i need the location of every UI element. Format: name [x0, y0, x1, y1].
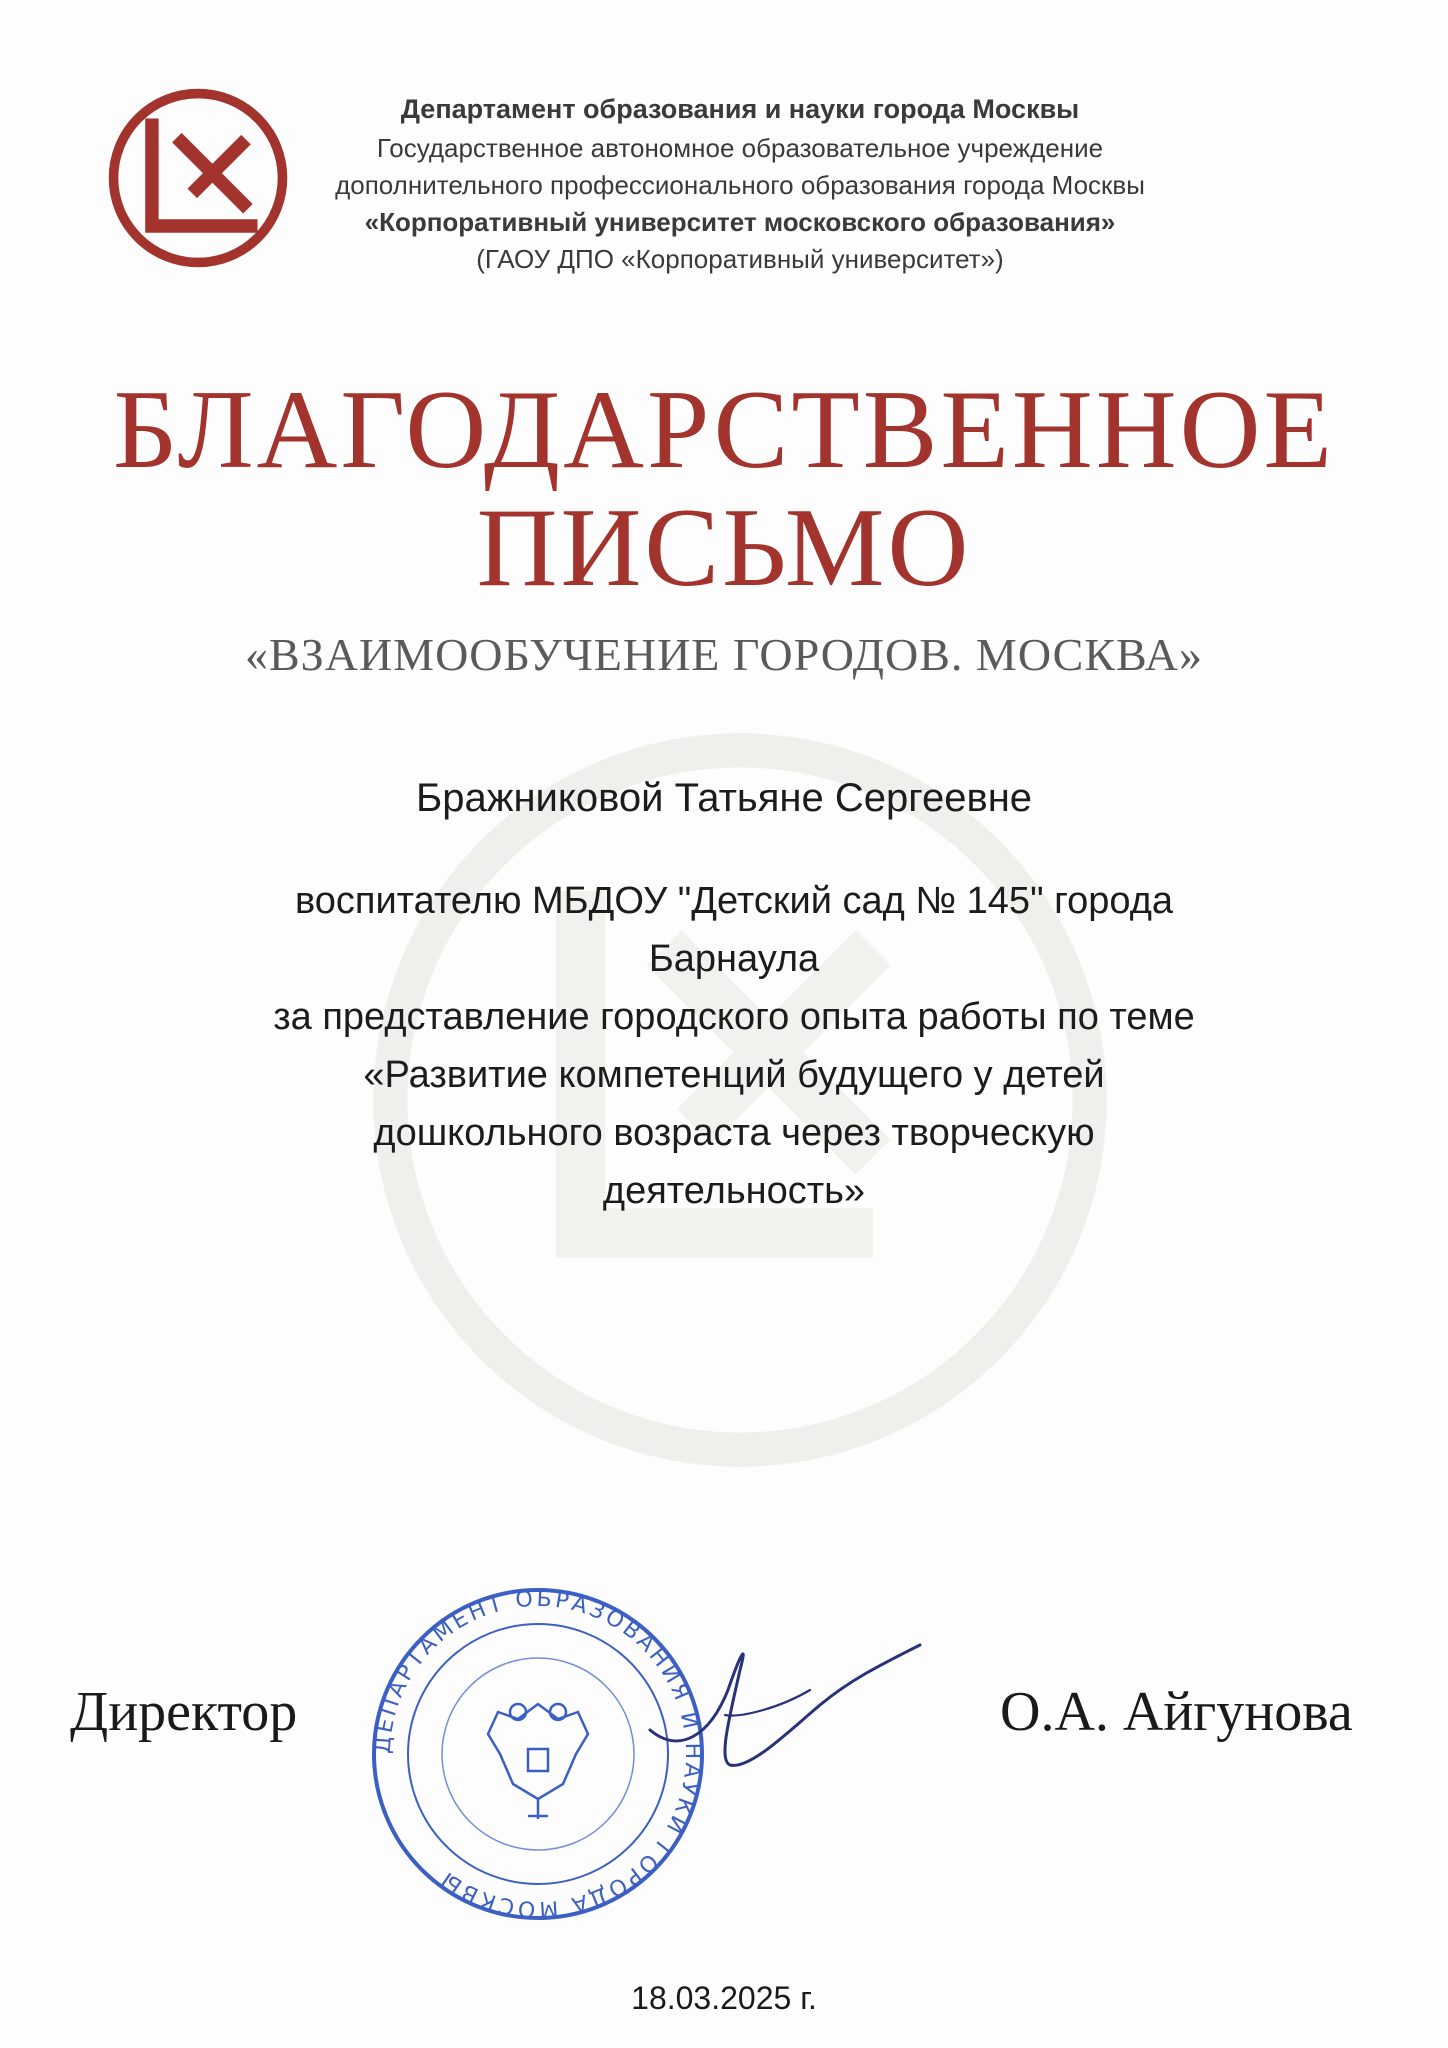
recipient-name: Бражниковой Татьяне Сергеевне — [415, 776, 1033, 820]
document-title-line-1: БЛАГОДАРСТВЕННОЕ — [113, 368, 1335, 492]
document-subtitle: «ВЗАИМООБУЧЕНИЕ ГОРОДОВ. МОСКВА» — [245, 629, 1203, 680]
organization-line-2: дополнительного профессионального образования города Москвы — [335, 170, 1145, 200]
university-logo-icon — [102, 82, 294, 274]
body-line-4: «Развитие компетенций будущего у детей — [363, 1054, 1105, 1096]
document-title-line-2: ПИСЬМО — [476, 486, 972, 610]
body-line-2: Барнаула — [648, 938, 820, 980]
organization-line-3: «Корпоративный университет московского образования» — [364, 207, 1116, 237]
document-date: 18.03.2025 г. — [631, 1980, 817, 2016]
body-line-3: за представление городского опыта работы по теме — [273, 996, 1195, 1038]
letterhead — [290, 90, 1190, 278]
stamp-text: ДЕПАРТАМЕНТ ОБРАЗОВАНИЯ И НАУКИ ГОРОДА МОСКВЫ — [370, 1586, 706, 1922]
coat-of-arms-icon — [488, 1704, 588, 1819]
organization-line-4: (ГАОУ ДПО «Корпоративный университет») — [476, 244, 1004, 274]
letter-body — [124, 872, 1344, 1220]
body-line-5: дошкольного возраста через творческую — [373, 1112, 1095, 1154]
director-signature — [640, 1540, 940, 1840]
signatory-position: Директор — [70, 1681, 298, 1743]
department-name: Департамент образования и науки города Москвы — [400, 94, 1080, 124]
body-line-1: воспитателю МБДОУ "Детский сад № 145" города — [294, 880, 1174, 922]
signatory-name: О.А. Айгунова — [1000, 1681, 1353, 1743]
organization-line-1: Государственное автономное образовательное учреждение — [376, 133, 1104, 163]
body-line-6: деятельность» — [602, 1170, 866, 1212]
